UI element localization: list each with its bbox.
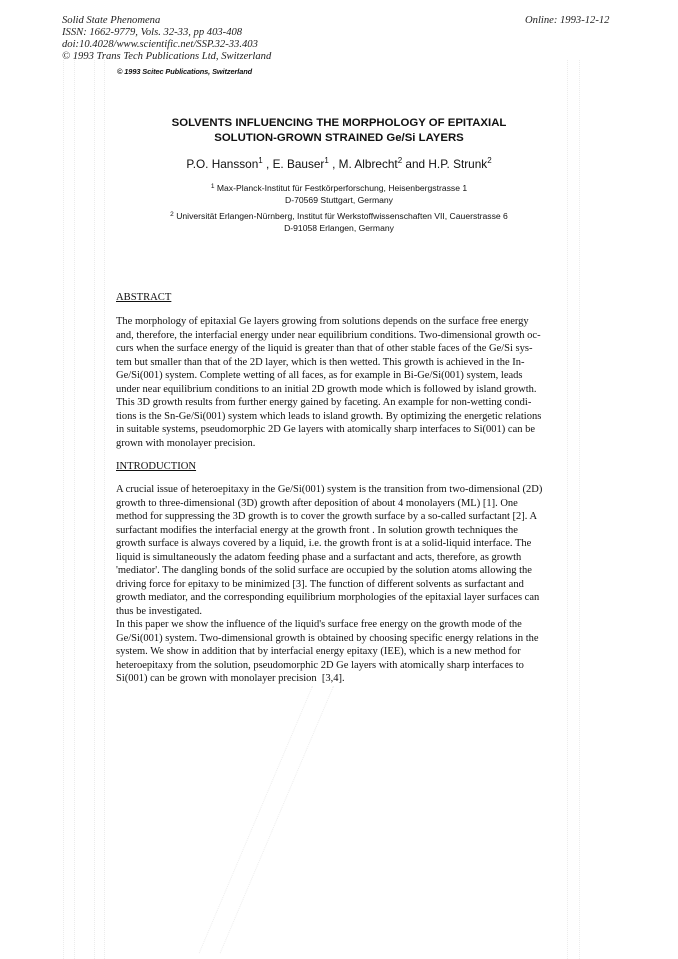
introduction-paragraph-1 <box>116 483 548 618</box>
text-line: Ge/Si(001) system. Two-dimensional growth is obtained by choosing specific energy relations in the <box>116 632 539 644</box>
online-date: Online: 1993-12-12 <box>525 15 610 26</box>
affiliation-address: Universität Erlangen-Nürnberg, Institut für Werkstoffwissenschaften VII, Cauerstrasse 6 <box>176 211 508 221</box>
affiliation-2 <box>0 209 678 234</box>
copyright-line: © 1993 Trans Tech Publications Ltd, Switzerland <box>62 51 272 62</box>
affiliation-city: D-70569 Stuttgart, Germany <box>285 195 393 205</box>
issn-line: ISSN: 1662-9779, Vols. 32-33, pp 403-408 <box>62 27 243 38</box>
affiliation-mark: 1 <box>210 183 215 190</box>
author-name: P.O. Hansson <box>186 157 259 171</box>
text-line: The morphology of epitaxial Ge layers growing from solutions depends on the surface free energy <box>116 316 529 327</box>
text-line: thus be investigated. <box>116 605 203 617</box>
text-line: tions is the Sn-Ge/Si(001) system which leads to island growth. By optimizing the energetic relations <box>116 410 542 422</box>
title-line: SOLVENTS INFLUENCING THE MORPHOLOGY OF EPITAXIAL <box>171 117 507 129</box>
scitec-copyright: © 1993 Scitec Publications, Switzerland <box>117 67 253 76</box>
text-line: growth surface is always covered by a liquid, i.e. the growth front is at a solid-liquid interface. The <box>116 538 532 550</box>
title-line: SOLUTION-GROWN STRAINED Ge/Si LAYERS <box>214 132 464 144</box>
affiliation-city: D-91058 Erlangen, Germany <box>284 223 394 233</box>
author-list <box>0 156 678 171</box>
text-line: tem but smaller than that of the 2D layer, which is then wetted. This growth is achieved in the In- <box>116 356 525 368</box>
author-name: M. Albrecht <box>338 157 398 171</box>
text-line: Si(001) can be grown with monolayer precision [3,4]. <box>116 673 345 685</box>
text-line: liquid is simultaneously the adatom feeding phase and a surfactant and acts, therefore, as growth <box>116 551 522 563</box>
watermark-line <box>220 686 334 953</box>
author-affil-mark: 1 <box>258 156 263 165</box>
publication-header <box>62 15 271 63</box>
introduction-heading: INTRODUCTION <box>116 461 197 472</box>
watermark-line <box>199 686 313 953</box>
text-line: 'mediator'. The dangling bonds of the solid surface are occupied by the solution atoms allowing the <box>116 565 532 577</box>
author-affil-mark: 2 <box>487 156 492 165</box>
text-line: and, therefore, the interfacial energy under near equilibrium conditions. Two-dimensional growth oc- <box>116 329 541 341</box>
text-line: growth mediator, and the corresponding equilibrium morphologies of the epitaxial layer surfaces can <box>116 592 540 604</box>
text-line: method for suppressing the 3D growth is to cover the growth surface by a so-called surfactant [2]. A <box>116 511 538 523</box>
text-line: driving force for epitaxy to be minimized [3]. The function of different solvents as surfactant and <box>116 578 524 590</box>
text-line: in suitable systems, pseudomorphic 2D Ge layers with atomically sharp interfaces to Si(001) can be <box>116 424 536 436</box>
author-separator: , <box>328 157 339 171</box>
abstract-heading: ABSTRACT <box>116 292 172 303</box>
author-separator: , <box>262 157 273 171</box>
journal-name: Solid State Phenomena <box>62 15 161 26</box>
doi-line: doi:10.4028/www.scientific.net/SSP.32-33.403 <box>62 39 258 50</box>
abstract-body <box>116 315 548 450</box>
author-affil-mark: 1 <box>324 156 329 165</box>
text-line: growth to three-dimensional (3D) growth after deposition of about 4 monolayers (ML) [1]. One <box>116 497 518 509</box>
text-line: under near equilibrium conditions to an initial 2D growth mode which is followed by island growth. <box>116 383 537 395</box>
author-separator: and <box>402 157 429 171</box>
text-line: system. We show in addition that by interfacial energy epitaxy (IEE), which is a new method for <box>116 646 521 658</box>
introduction-paragraph-2 <box>116 618 548 686</box>
author-name: E. Bauser <box>272 157 325 171</box>
text-line: In this paper we show the influence of the liquid's surface free energy on the growth mode of the <box>116 619 522 630</box>
text-line: A crucial issue of heteroepitaxy in the Ge/Si(001) system is the transition from two-dimensional (2D) <box>116 484 543 495</box>
affiliation-1 <box>0 181 678 206</box>
author-name: H.P. Strunk <box>428 157 488 171</box>
text-line: Ge/Si(001) system. Complete wetting of all faces, as for example in Bi-Ge/Si(001) system, leads <box>116 370 523 382</box>
text-line: grown with monolayer precision. <box>116 437 256 449</box>
text-line: curs when the surface energy of the liquid is greater than that of other stable faces of the Ge/Si sys- <box>116 343 533 355</box>
text-line: This 3D growth results from further energy gained by faceting. An example for non-wetting condi- <box>116 397 532 409</box>
text-line: heteroepitaxy from the solution, pseudomorphic 2D Ge layers with atomically sharp interfaces to <box>116 659 524 671</box>
text-line: surfactant modifies the interfacial energy at the growth front . In solution growth techniques the <box>116 524 518 536</box>
paper-title <box>0 116 678 146</box>
affiliation-address: Max-Planck-Institut für Festkörperforschung, Heisenbergstrasse 1 <box>216 183 468 193</box>
author-affil-mark: 2 <box>397 156 403 165</box>
affiliation-mark: 2 <box>170 211 174 218</box>
